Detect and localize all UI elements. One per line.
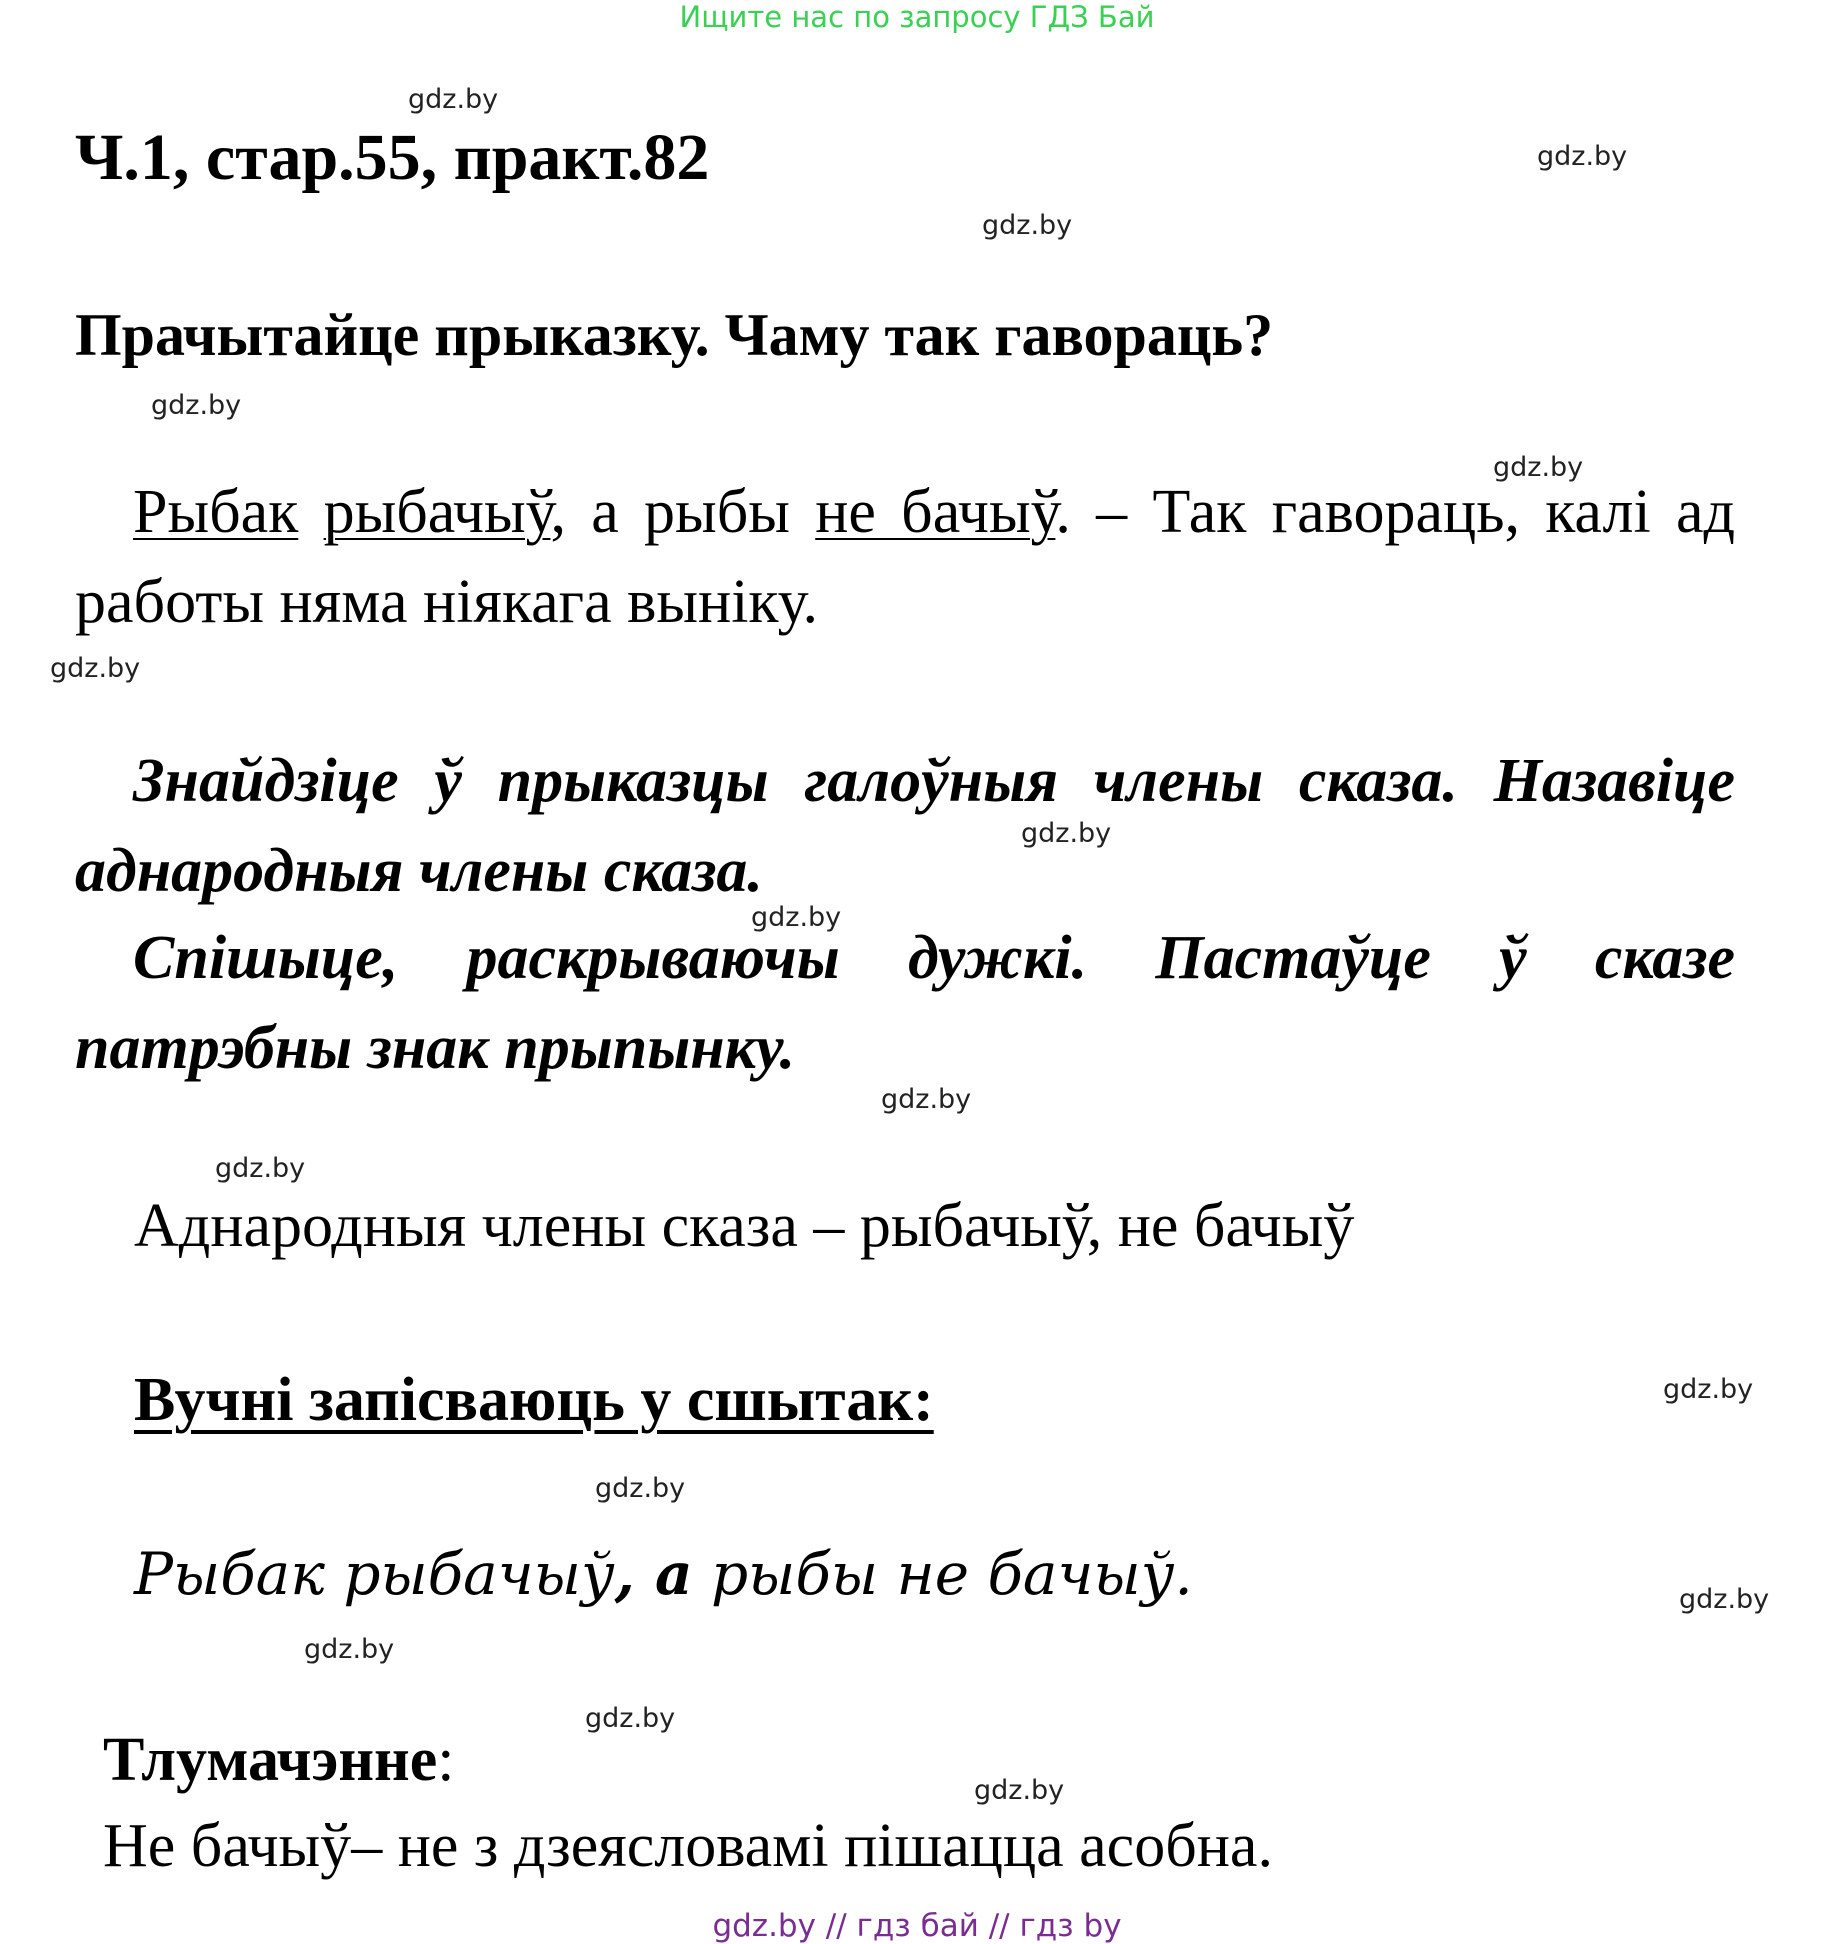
watermark: gdz.by bbox=[1679, 1584, 1770, 1615]
explanation-colon: : bbox=[437, 1726, 455, 1794]
top-banner: Ищите нас по запросу ГДЗ Бай bbox=[679, 0, 1155, 34]
handwritten-part: рыбы не бачыў. bbox=[692, 1540, 1193, 1608]
answer-line: Аднародныя члены сказа – рыбачыў, не бачыў bbox=[134, 1192, 1355, 1260]
page-title: Ч.1, стар.55, практ.82 bbox=[75, 121, 710, 194]
handwritten-part: Рыбак рыбачыў bbox=[134, 1540, 615, 1608]
notebook-title: Вучні запісваюць у сшытак: bbox=[134, 1366, 934, 1434]
instruction-copy: Спішыце, раскрываючы дужкі. Пастаўце ў сказе патрэбны знак прыпынку. bbox=[75, 924, 1735, 1082]
watermark: gdz.by bbox=[1493, 452, 1584, 483]
predicate-word: рыбачыў bbox=[323, 478, 551, 546]
watermark: gdz.by bbox=[974, 1775, 1065, 1806]
explanation-title: Тлумачэнне bbox=[103, 1726, 438, 1794]
watermark: gdz.by bbox=[585, 1703, 676, 1734]
watermark: gdz.by bbox=[751, 902, 842, 933]
watermark: gdz.by bbox=[881, 1084, 972, 1115]
watermark: gdz.by bbox=[304, 1634, 395, 1665]
watermark: gdz.by bbox=[1663, 1374, 1754, 1405]
explanation-text: Не бачыў– не з дзеясловамі пішацца асобна. bbox=[103, 1812, 1273, 1880]
watermark: gdz.by bbox=[151, 390, 242, 421]
handwritten-sentence bbox=[134, 1536, 1193, 1612]
handwritten-conjunction: а bbox=[634, 1540, 693, 1608]
subject-word: Рыбак bbox=[133, 478, 299, 546]
watermark: gdz.by bbox=[1021, 818, 1112, 849]
watermark: gdz.by bbox=[50, 653, 141, 684]
instruction-find: Знайдзіце ў прыказцы галоўныя члены сказа. Назавіце аднародныя члены сказа. bbox=[75, 747, 1735, 905]
watermark: gdz.by bbox=[215, 1153, 306, 1184]
proverb-paragraph bbox=[75, 467, 1735, 647]
handwritten-comma: , bbox=[614, 1540, 635, 1608]
watermark: gdz.by bbox=[982, 210, 1073, 241]
proverb-text: , а рыбы bbox=[550, 478, 816, 546]
proverb-explanation: . – Так гавораць, калі ад работы няма ніякага выніку. bbox=[75, 478, 1736, 636]
watermark: gdz.by bbox=[408, 84, 499, 115]
predicate-word-negated: не бачыў bbox=[815, 478, 1056, 546]
explanation-heading bbox=[103, 1722, 455, 1798]
watermark: gdz.by bbox=[1537, 141, 1628, 172]
watermark: gdz.by bbox=[595, 1473, 686, 1504]
task-heading: Прачытайце прыказку. Чаму так гавораць? bbox=[75, 302, 1274, 368]
footer-links[interactable]: gdz.by // гдз бай // гдз by bbox=[712, 1908, 1122, 1944]
